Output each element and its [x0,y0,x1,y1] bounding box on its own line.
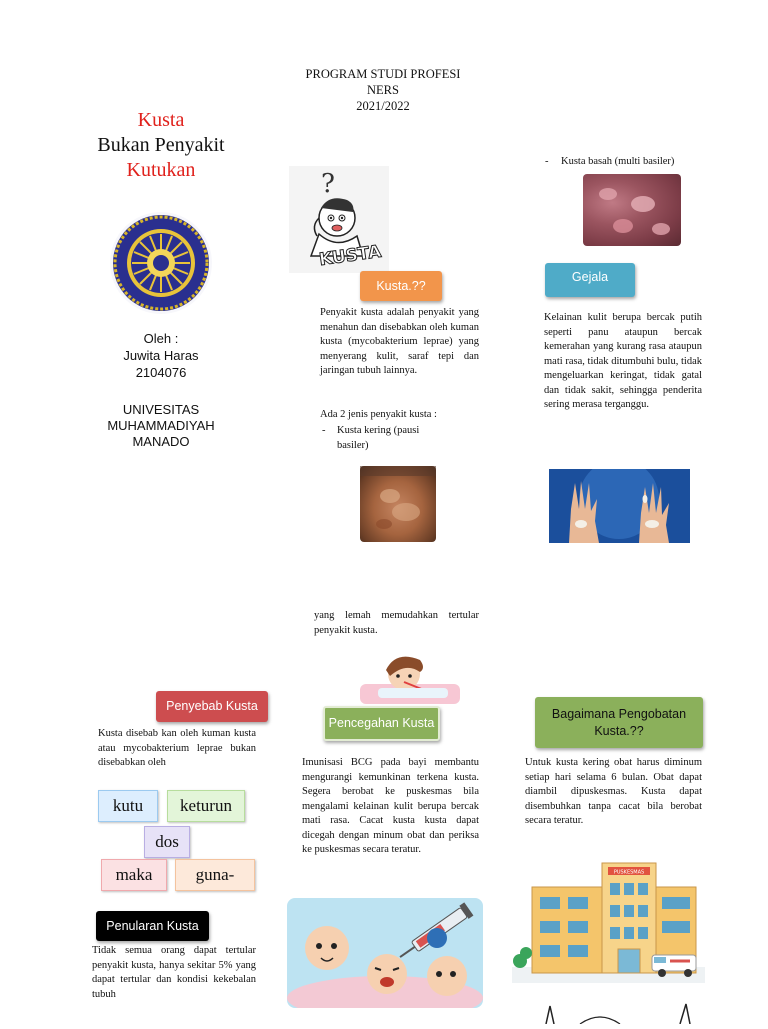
gejala-description: Kelainan kulit berupa bercak putih seperti panu ataupun bercak kemerahan yang kurang rasa ataupun mati rasa, tidak ditumbuhi bulu, tidak mengeluarkan keringat, tidak gatal dan tidak sakit, sehingga penderita sering merasa terganggu. [544,312,702,410]
program-line: PROGRAM STUDI PROFESI [305,67,461,81]
pencegahan-label: Pencegahan Kusta [323,706,440,741]
university-name [82,402,240,450]
author-name: Juwita Haras [123,348,199,363]
brochure-title [70,108,252,183]
university-line: UNIVESITAS [122,402,200,417]
kusta-types-intro: Ada 2 jenis penyakit kusta : [320,409,437,420]
cartoon-kusta-text: KUSTA [317,241,383,271]
kusta-cartoon-illustration [289,166,389,273]
sick-girl-illustration [360,648,460,704]
gejala-label: Gejala [545,263,635,297]
pencegahan-description: Imunisasi BCG pada bayi membantu mengurangi kemunkinan terkena kusta. Segera berobat ke puskesmas bila mengalami kelainan kulit berupa bercak mati rasa. Cacat kusta kusta dapat dicegah dengan minum obat dan periksa ke puskesmas secara teratur. [302,757,479,855]
list-dash: - [322,425,326,436]
kusta-definition: Penyakit kusta adalah penyakit yang menahun dan disebabkan oleh kuman kusta (mycobakterium leprae) yang menyerang kulit, saraf tepi dan jaringan tubuh lainnya. [320,307,479,376]
kusta-type-basah: Kusta basah (multi basiler) [561,156,675,167]
title-bukan-penyakit: Bukan Penyakit [97,134,225,156]
building-sign-text: PUSKESMAS [613,869,645,876]
svg-text:?: ? [321,169,335,199]
university-line: MUHAMMADIYAH [107,418,215,433]
word-tile: kutu [98,790,158,822]
program-year: 2021/2022 [356,99,410,113]
penularan-description: Tidak semua orang dapat tertular penyakit kusta, hanya sekitar 5% yang dapat tertular dan kondisi kekebalan tubuh [92,945,256,1000]
penularan-continuation: yang lemah memudahkan tertular penyakit kusta. [314,610,479,636]
word-tile: keturun [167,790,245,822]
penyebab-description: Kusta disebab kan oleh kuman kusta atau mycobakterium leprae bukan disebabkan oleh [98,728,256,768]
title-kutukan: Kutukan [126,159,196,181]
word-tile: guna- [175,859,255,891]
program-header [285,66,481,114]
word-tile: maka [101,859,167,891]
baby-immunization-illustration [287,898,483,1008]
university-line: MANADO [132,434,190,449]
hands-lesion-photo [549,469,690,543]
kusta-basah-photo [583,174,681,246]
pengobatan-label: Bagaimana Pengobatan Kusta.?? [535,697,703,748]
author-nim: 2104076 [135,365,187,380]
kusta-label: Kusta.?? [360,271,442,301]
puskesmas-building-illustration [512,857,705,983]
penyebab-label: Penyebab Kusta [156,691,268,722]
kusta-type-kering: Kusta kering (pausi basiler) [337,425,420,451]
list-dash: - [545,156,549,167]
bottom-partial-illustration [540,1000,700,1024]
title-kusta: Kusta [137,109,185,131]
program-line: NERS [367,83,399,97]
author-block [82,330,240,381]
kusta-kering-photo [360,466,436,542]
university-logo [108,210,214,316]
pengobatan-description: Untuk kusta kering obat harus diminum setiap hari selama 6 bulan. Obat dapat diambil dipuskesmas. Kusta dapat disembuhkan tanpa cacat bila berobat secara teratur. [525,757,702,826]
penularan-label: Penularan Kusta [96,911,209,941]
author-oleh: Oleh : [143,331,179,346]
word-tile: dos [144,826,190,858]
